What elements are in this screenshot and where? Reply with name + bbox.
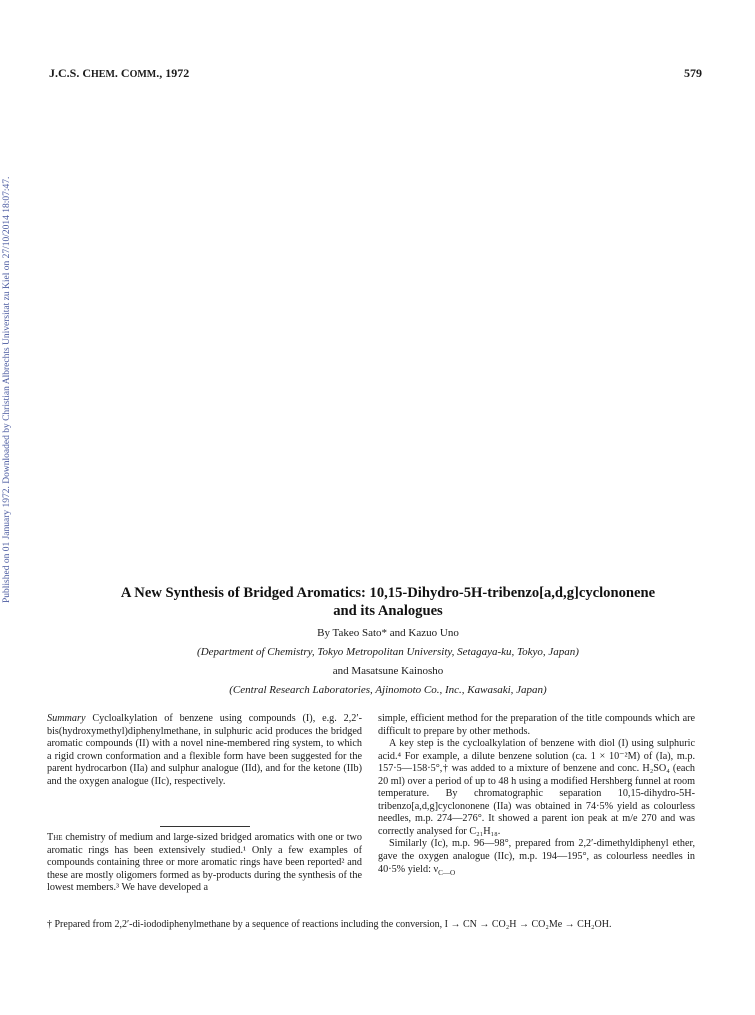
title-line-2: and its Analogues [333, 603, 443, 619]
left-column [47, 713, 362, 788]
right-paragraph-3: Similarly (Ic), m.p. 96—98°, prepared from 2,2′-dimethyldiphenyl ether, gave the oxygen analogue (IIc), m.p. 194—195°, as colourless needles in 40·5% yield: $\nu_{C—O}$ [378, 838, 695, 877]
summary-label: Summary [47, 713, 86, 724]
title-line-1: A New Synthesis of Bridged Aromatics: 10,15-Dihydro-5H-tribenzo[a,d,g]cyclononene [120, 585, 656, 601]
summary-paragraph: Summary Cycloalkylation of benzene using compounds (I), e.g. 2,2′-bis(hydroxymethyl)diphenylmethane, in sulphuric acid produces the bridged aromatic compounds (II) with a novel nine-membered ring system, to which a rigid crown conformation and a flexible form have been suggested for the parent hydrocarbon (IIa) and sulphur analogue (IId), and for the ketone (IIb) and the oxygen analogue (IIc), respectively. [47, 713, 362, 787]
left-column-body [47, 832, 362, 895]
affiliation-1: (Department of Chemistry, Tokyo Metropolitan University, Setagaya-ku, Tokyo, Japan) [197, 646, 579, 658]
author-line-2: and Masatsune Kainosho [332, 665, 444, 677]
author-line-1: By Takeo Sato* and Kazuo Uno [317, 627, 459, 639]
running-header [49, 66, 702, 82]
right-paragraph-1: simple, efficient method for the preparation of the title compounds which are difficult to prepare by other methods. [378, 713, 695, 737]
section-divider [160, 826, 250, 827]
page-number: 579 [684, 66, 702, 80]
right-column [378, 713, 695, 876]
article-title [36, 584, 740, 620]
right-paragraph-2: A key step is the cycloalkylation of benzene with diol (I) using sulphuric acid.⁴ For example, a dilute benzene solution (ca. 1 × 10⁻²M) of (Ia), m.p. 157·5—158·5°,† was added to a mixture of benzene and conc. H₂SO₄ (each 20 ml) over a period of up to 48 h using a modified Hershberg funnel at room temperature. By chromatographic separation 10,15-dihydro-5H-tribenzo[a,d,g]cyclononene (IIa) was obtained in 74·5% yield as colourless needles, m.p. 274—276°. It showed a parent ion peak at m/e 270 and was correctly analysed for C₂₁H₁₈. [378, 738, 695, 837]
intro-paragraph: The chemistry of medium and large-sized bridged aromatics with one or two aromatic rings has been extensively studied.¹ Only a few examples of compounds containing three or more aromatic rings have been reported² and these are mostly oligomers formed as by-products during the synthesis of the lowest members.³ We have developed a [47, 832, 362, 894]
affiliation-2: (Central Research Laboratories, Ajinomoto Co., Inc., Kawasaki, Japan) [229, 684, 547, 696]
footnote: † Prepared from 2,2′-di-iododiphenylmethane by a sequence of reactions including the conversion, I → CN → CO₂H → CO₂Me → CH₂OH. [47, 919, 612, 930]
download-watermark: Published on 01 January 1972. Downloaded by Christian Albrechts Universitat zu Kiel on 27/10/2014 18:07:47. [2, 176, 12, 604]
journal-citation: J.C.S. CHEM. COMM., 1972 [49, 66, 190, 80]
